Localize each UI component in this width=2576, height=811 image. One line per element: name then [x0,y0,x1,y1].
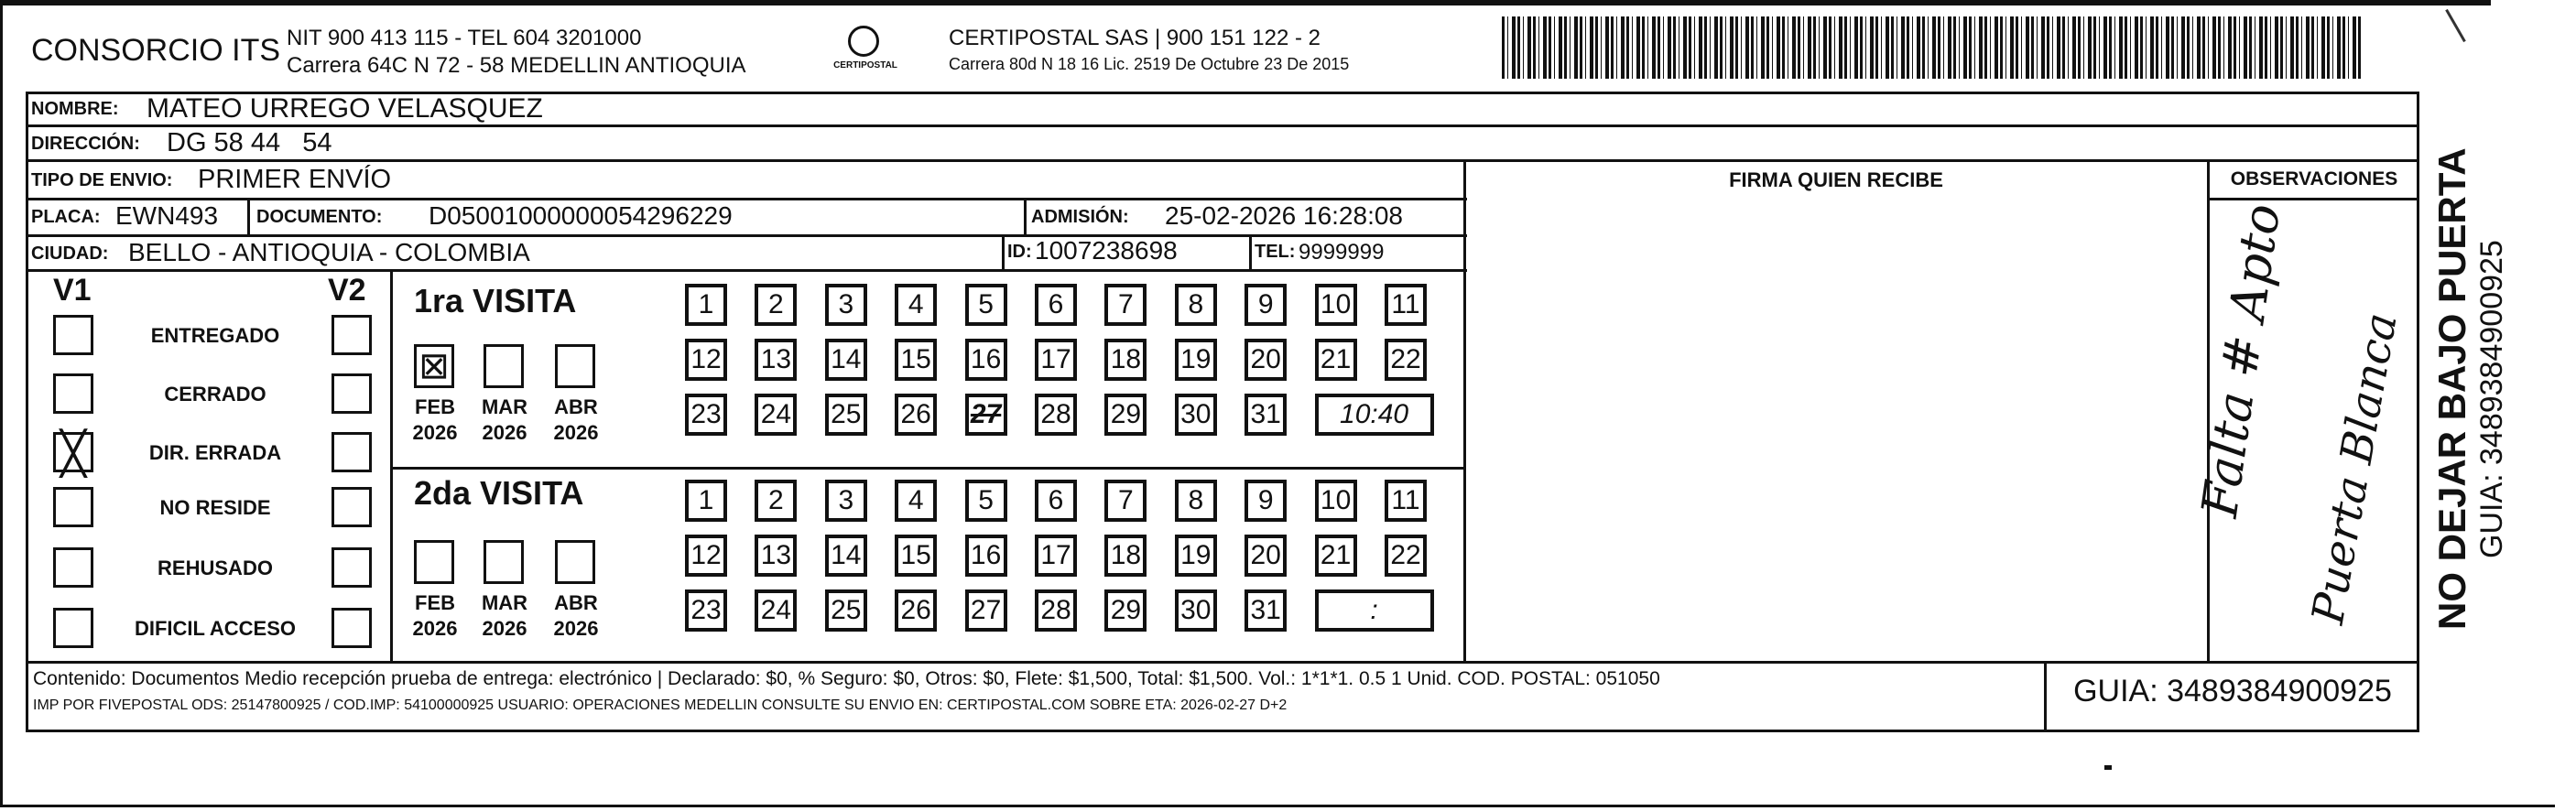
certipostal-logo [815,24,916,79]
day-box[interactable]: 29 [1104,589,1147,632]
v1-checkbox[interactable] [53,608,93,648]
month-checkbox[interactable]: ⊠ [414,344,454,388]
type-value: PRIMER ENVÍO [198,165,392,194]
day-box[interactable]: 15 [895,339,937,381]
name-value: MATEO URREGO VELASQUEZ [147,93,543,124]
day-box[interactable]: 31 [1245,589,1287,632]
day-box[interactable]: 28 [1035,589,1077,632]
month-label: FEB [415,591,455,614]
v2-checkbox[interactable] [332,315,372,355]
month-label: MAR [481,395,528,418]
visit1-title: 1ra VISITA [414,282,577,319]
day-box[interactable]: 7 [1104,480,1147,522]
day-box[interactable]: 20 [1245,535,1287,577]
day-box[interactable]: 24 [755,394,797,436]
day-box[interactable]: 3 [825,284,867,326]
day-box[interactable]: 4 [895,480,937,522]
time-box[interactable]: 10:40 [1315,394,1434,436]
city-value: BELLO - ANTIOQUIA - COLOMBIA [128,238,530,266]
footer-content: Contenido: Documentos Medio recepción prueba de entrega: electrónico | Declarado: $0, % Seguro: $0, Otros: $0, Flete: $1,500, Total: $1,500. Vol.: 1*1*1. 0.5 1 Unid. COD. POSTAL: 051050 [33,668,1660,689]
day-box[interactable]: 19 [1175,535,1217,577]
day-box[interactable]: 4 [895,284,937,326]
admission-label: ADMISIÓN: [1031,207,1129,227]
day-box[interactable]: 11 [1385,480,1427,522]
month-checkbox[interactable] [414,540,454,584]
month-checkbox[interactable] [484,540,524,584]
v1-checkbox[interactable] [53,315,93,355]
day-box[interactable]: 9 [1245,480,1287,522]
carrier-address: Carrera 80d N 18 16 Lic. 2519 De Octubre 23 De 2015 [949,55,1350,73]
day-box[interactable]: 2 [755,480,797,522]
day-box[interactable]: 12 [685,535,727,577]
document-value: D05001000000054296229 [429,201,733,230]
v1-label: V1 [53,273,92,308]
day-box[interactable]: 18 [1104,339,1147,381]
side-warning: NO DEJAR BAJO PUERTA [2430,147,2473,630]
time-box[interactable]: : [1315,589,1434,632]
day-box[interactable]: 15 [895,535,937,577]
day-box[interactable]: 19 [1175,339,1217,381]
row-line [26,159,2419,162]
v2-checkbox[interactable] [332,373,372,414]
day-box[interactable]: 25 [825,589,867,632]
handwritten-note-1: Falta # Apto [2190,200,2292,521]
v2-label: V2 [328,273,366,308]
handwritten-note-2: Puerta Blanca [2302,308,2408,628]
year-label: 2026 [412,421,458,444]
day-box[interactable]: 5 [965,284,1007,326]
footer-imp: IMP POR FIVEPOSTAL ODS: 25147800925 / COD.IMP: 54100000925 USUARIO: OPERACIONES MEDELLIN CONSULTE SU ENVIO EN: CERTIPOSTAL.COM SOBRE ETA: 2026-02-27 D+2 [33,697,1288,713]
row-line [26,661,2419,664]
month-label: MAR [481,591,528,614]
month-label: ABR [554,591,598,614]
document-label: DOCUMENTO: [256,207,383,227]
day-box[interactable]: 27 [965,589,1007,632]
day-box[interactable]: 26 [895,589,937,632]
v2-checkbox[interactable] [332,432,372,472]
type-label: TIPO DE ENVIO: [31,170,173,190]
v2-checkbox[interactable] [332,608,372,648]
month-label: FEB [415,395,455,418]
logo-circle-icon [848,26,879,57]
v1-checkbox[interactable] [53,547,93,588]
col-line [1463,159,1466,661]
day-box[interactable]: 23 [685,394,727,436]
company-name: CONSORCIO ITS [31,33,281,68]
v2-checkbox[interactable] [332,487,372,527]
day-box[interactable]: 18 [1104,535,1147,577]
day-box[interactable]: 2 [755,284,797,326]
day-box[interactable]: 8 [1175,284,1217,326]
day-box[interactable]: 14 [825,535,867,577]
day-box[interactable]: 10 [1315,480,1357,522]
col-line [247,198,250,234]
month-checkbox[interactable] [555,540,595,584]
v2-checkbox[interactable] [332,547,372,588]
day-box[interactable]: 23 [685,589,727,632]
day-box[interactable]: 6 [1035,480,1077,522]
day-box[interactable]: 25 [825,394,867,436]
day-box[interactable]: 13 [755,535,797,577]
logo-text: CERTIPOSTAL [833,60,897,70]
col-line [390,269,393,661]
col-line [1002,234,1005,269]
day-box[interactable]: 17 [1035,339,1077,381]
stray-mark [2104,765,2112,770]
day-box[interactable]: 26 [895,394,937,436]
day-box[interactable]: 9 [1245,284,1287,326]
day-box[interactable]: 20 [1245,339,1287,381]
day-box[interactable]: 30 [1175,394,1217,436]
year-label: 2026 [553,421,599,444]
footer-guia: GUIA: 3489384900925 [2073,674,2392,708]
day-box[interactable]: 5 [965,480,1007,522]
day-box[interactable]: 21 [1315,535,1357,577]
status-label: DIFICIL ACCESO [134,617,296,640]
year-label: 2026 [553,617,599,640]
v1-checkbox[interactable] [53,373,93,414]
day-box[interactable]: 7 [1104,284,1147,326]
day-box[interactable]: 27 [965,394,1007,436]
observaciones-label: OBSERVACIONES [2230,168,2398,189]
year-label: 2026 [412,617,458,640]
v1-checkbox[interactable]: ╳ [53,432,93,472]
status-label: CERRADO [164,383,266,406]
id-label: ID: [1007,242,1032,262]
day-box[interactable]: 1 [685,480,727,522]
plate-value: EWN493 [115,201,219,230]
status-label: REHUSADO [158,557,273,579]
plate-label: PLACA: [31,207,101,227]
day-box[interactable]: 12 [685,339,727,381]
city-label: CIUDAD: [31,243,109,264]
day-box[interactable]: 29 [1104,394,1147,436]
day-box[interactable]: 6 [1035,284,1077,326]
tel-value: 9999999 [1299,240,1385,265]
status-label: ENTREGADO [150,324,280,347]
day-box[interactable]: 22 [1385,535,1427,577]
day-box[interactable]: 11 [1385,284,1427,326]
name-label: NOMBRE: [31,99,119,119]
col-line [2044,661,2047,732]
status-label: DIR. ERRADA [148,441,282,464]
carrier-name: CERTIPOSTAL SAS | 900 151 122 - 2 [949,26,1321,50]
day-box[interactable]: 14 [825,339,867,381]
month-label: ABR [554,395,598,418]
admission-value: 25-02-2026 16:28:08 [1165,201,1403,230]
month-checkbox[interactable] [555,344,595,388]
month-checkbox[interactable] [484,344,524,388]
visit2-title: 2da VISITA [414,474,584,512]
side-guia: GUIA: 3489384900925 [2474,240,2509,558]
row-line [26,269,1467,272]
firma-label: FIRMA QUIEN RECIBE [1729,168,1943,191]
barcode [1502,16,2363,79]
day-box[interactable]: 10 [1315,284,1357,326]
day-box[interactable]: 30 [1175,589,1217,632]
status-label: NO RESIDE [159,496,271,519]
company-nit: NIT 900 413 115 - TEL 604 3201000 [287,26,642,50]
day-box[interactable]: 8 [1175,480,1217,522]
address-label: DIRECCIÓN: [31,134,140,154]
day-box[interactable]: 22 [1385,339,1427,381]
day-box[interactable]: 13 [755,339,797,381]
day-box[interactable]: 31 [1245,394,1287,436]
v1-checkbox[interactable] [53,487,93,527]
year-label: 2026 [482,617,527,640]
day-box[interactable]: 1 [685,284,727,326]
col-line [1249,234,1252,269]
day-box[interactable]: 17 [1035,535,1077,577]
tel-label: TEL: [1255,242,1296,262]
company-address: Carrera 64C N 72 - 58 MEDELLIN ANTIOQUIA [287,53,746,78]
row-line [26,198,1467,200]
day-box[interactable]: 3 [825,480,867,522]
id-value: 1007238698 [1035,236,1178,265]
day-box[interactable]: 16 [965,339,1007,381]
day-box[interactable]: 16 [965,535,1007,577]
day-box[interactable]: 24 [755,589,797,632]
row-line [26,124,2419,127]
address-value: DG 58 44 54 [167,128,332,157]
row-line [390,467,1465,470]
col-line [1024,198,1027,234]
year-label: 2026 [482,421,527,444]
day-box[interactable]: 28 [1035,394,1077,436]
day-box[interactable]: 21 [1315,339,1357,381]
